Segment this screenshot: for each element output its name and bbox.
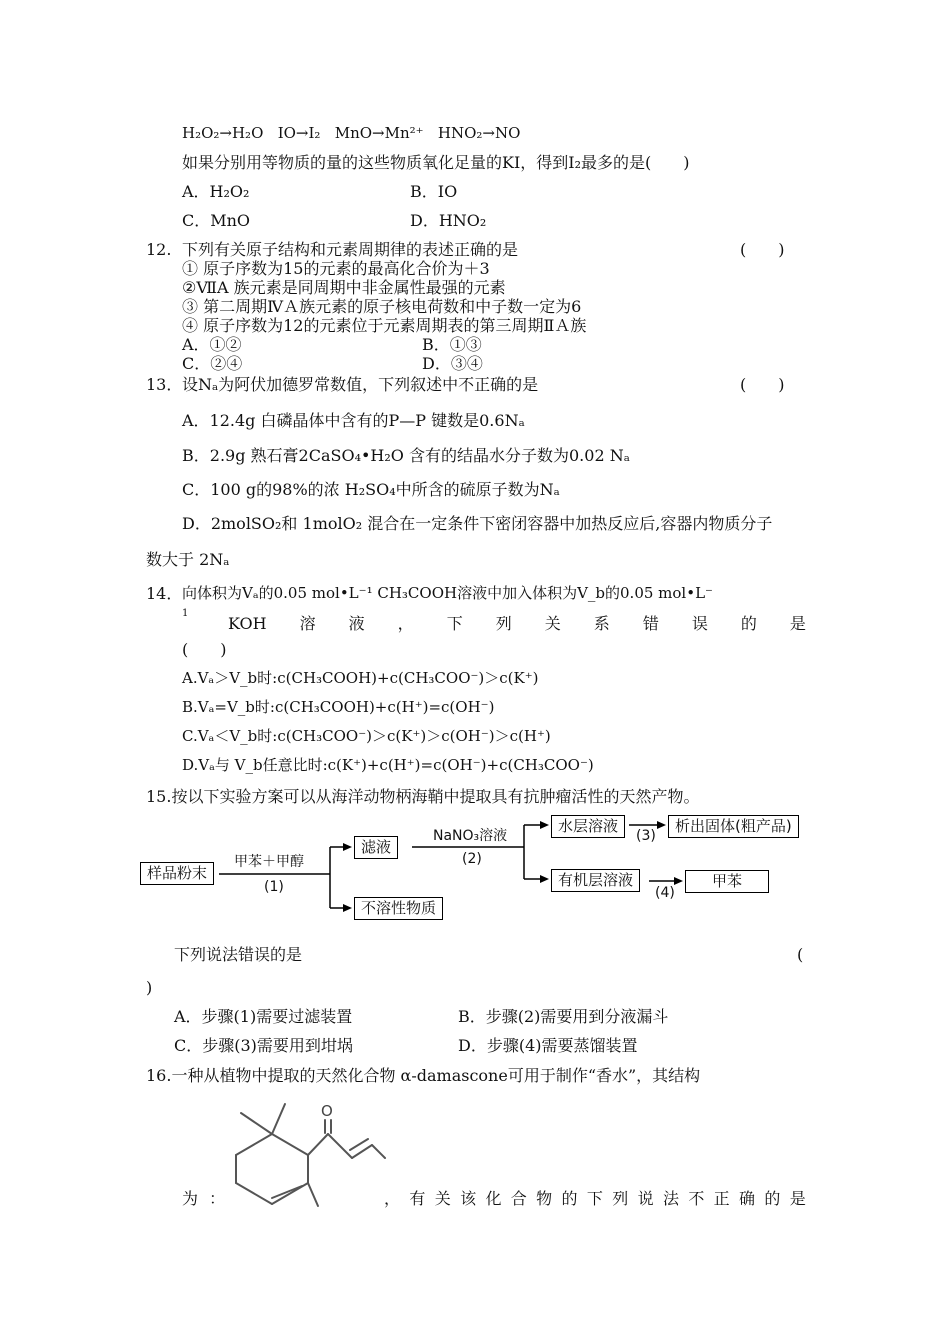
reaction-1: H₂O₂→H₂O xyxy=(182,124,264,142)
q13-number: 13． xyxy=(146,375,183,394)
q15-option-a: A．步骤(1)需要过滤装置 xyxy=(174,1007,353,1026)
q16-tail-17: 是 xyxy=(789,1189,806,1208)
q13-option-c: C．100 g的98%的浓 H₂SO₄中所含的硫原子数为Nₐ xyxy=(182,480,560,499)
flow-step2-label: NaNO₃溶液 xyxy=(433,828,508,844)
q11-option-d: D．HNO₂ xyxy=(410,211,487,230)
q15-paren-close: ) xyxy=(146,978,153,997)
q12-item-4: ④ 原子序数为12的元素位于元素周期表的第三周期ⅡＡ族 xyxy=(182,316,587,335)
q13-paren: ( ) xyxy=(740,375,785,394)
q13-option-d-cont: 数大于 2Nₐ xyxy=(146,550,230,569)
q14-word-9: 错 xyxy=(642,614,659,633)
q14-word-8: 系 xyxy=(593,614,610,633)
q13-option-b: B．2.9g 熟石膏2CaSO₄•H₂O 含有的结晶水分子数为0.02 Nₐ xyxy=(182,446,630,465)
q16-tail-4: 该 xyxy=(460,1189,477,1208)
q16-tail-15: 确 xyxy=(739,1189,756,1208)
flow-step1-num: (1) xyxy=(264,879,284,895)
flow-toluene-box: 甲苯 xyxy=(685,870,769,893)
flow-product-box: 析出固体(粗产品) xyxy=(668,815,799,838)
q14-option-d: D.Vₐ与 V_b任意比时:c(K⁺)+c(H⁺)=c(OH⁻)+c(CH₃COO⁻) xyxy=(182,756,594,774)
q11-option-c: C．MnO xyxy=(182,211,251,230)
q12-number: 12. xyxy=(146,240,172,259)
q14-word-12: 是 xyxy=(789,614,806,633)
q14-word-7: 关 xyxy=(544,614,561,633)
q12-option-c: C．②④ xyxy=(182,354,243,373)
q16-wei-colon: ： xyxy=(209,1189,226,1208)
q16-tail-2: 有 xyxy=(409,1189,426,1208)
q14-stem-line1: 向体积为Vₐ的0.05 mol•L⁻¹ CH₃COOH溶液中加入体积为V_b的0.05 mol•L⁻ xyxy=(182,584,713,602)
q12-paren: ( ) xyxy=(740,240,785,259)
flow-step4-num: (4) xyxy=(655,885,675,901)
q14-word-1: KOH xyxy=(228,614,267,633)
q12-stem: 下列有关原子结构和元素周期律的表述正确的是 xyxy=(182,240,519,259)
flow-step3-num: (3) xyxy=(636,828,656,844)
q16-tail-13: 不 xyxy=(688,1189,705,1208)
q15-question: 下列说法错误的是 xyxy=(174,945,303,964)
q16-wei xyxy=(182,1191,225,1207)
q13-option-a: A．12.4g 白磷晶体中含有的P—P 键数是0.6Nₐ xyxy=(182,411,525,430)
q16-tail-3: 关 xyxy=(434,1189,451,1208)
q16-tail-10: 列 xyxy=(612,1189,629,1208)
flow-insoluble-box: 不溶性物质 xyxy=(354,897,443,920)
q16-tail-7: 物 xyxy=(536,1189,553,1208)
q16-tail-14: 正 xyxy=(713,1189,730,1208)
q14-word-4: ， xyxy=(397,614,414,633)
flow-aqueous-box: 水层溶液 xyxy=(551,815,625,838)
q16-tail-12: 法 xyxy=(662,1189,679,1208)
q14-word-5: 下 xyxy=(446,614,463,633)
q12-item-2: ②ⅦA 族元素是同周期中非金属性最强的元素 xyxy=(182,278,506,297)
q16-stem: 16.一种从植物中提取的天然化合物 α-damascone可用于制作“香水”，其结构 xyxy=(146,1066,701,1085)
q14-word-2: 溶 xyxy=(299,614,316,633)
q11-option-a: A．H₂O₂ xyxy=(182,182,250,201)
q16-tail-16: 的 xyxy=(764,1189,781,1208)
q12-item-1: ① 原子序数为15的元素的最高化合价为＋3 xyxy=(182,259,490,278)
q11-question: 如果分别用等物质的量的这些物质氧化足量的KI，得到I₂最多的是( ) xyxy=(182,153,690,172)
q15-stem: 15.按以下实验方案可以从海洋动物柄海鞘中提取具有抗肿瘤活性的天然产物。 xyxy=(146,787,700,806)
q13-stem: 设Nₐ为阿伏加德罗常数值，下列叙述中不正确的是 xyxy=(182,375,539,394)
q14-option-c: C.Vₐ＜V_b时:c(CH₃COO⁻)＞c(K⁺)＞c(OH⁻)＞c(H⁺) xyxy=(182,727,551,745)
reaction-3: MnO→Mn²⁺ xyxy=(334,124,424,142)
q15-paren-open: ( xyxy=(797,945,804,964)
q13-option-d: D．2molSO₂和 1molO₂ 混合在一定条件下密闭容器中加热反应后,容器内物质分子 xyxy=(182,514,773,533)
q16-tail xyxy=(384,1191,806,1207)
q14-word-11: 的 xyxy=(740,614,757,633)
q16-tail-8: 的 xyxy=(561,1189,578,1208)
reaction-4: HNO₂→NO xyxy=(437,124,521,142)
flow-sample-box: 样品粉末 xyxy=(140,862,214,885)
q16-tail-5: 化 xyxy=(485,1189,502,1208)
q15-option-c: C．步骤(3)需要用到坩埚 xyxy=(174,1036,353,1055)
q14-stem-sup: 1 xyxy=(182,608,189,619)
q14-option-a: A.Vₐ＞V_b时:c(CH₃COOH)+c(CH₃COO⁻)＞c(K⁺) xyxy=(182,669,539,687)
q16-tail-1: ， xyxy=(384,1189,401,1208)
q16-tail-9: 下 xyxy=(586,1189,603,1208)
q11-option-b: B．IO xyxy=(410,182,458,201)
flow-step2-num: (2) xyxy=(462,851,482,867)
q16-tail-11: 说 xyxy=(637,1189,654,1208)
q14-word-6: 列 xyxy=(495,614,512,633)
reaction-2: IO→I₂ xyxy=(277,124,321,142)
q12-option-b: B．①③ xyxy=(422,335,482,354)
q14-option-b: B.Vₐ=V_b时:c(CH₃COOH)+c(H⁺)=c(OH⁻) xyxy=(182,698,495,716)
q12-option-a: A．①② xyxy=(182,335,242,354)
q12-item-3: ③ 第二周期ⅣＡ族元素的原子核电荷数和中子数一定为6 xyxy=(182,297,582,316)
flow-filtrate-box: 滤液 xyxy=(354,836,398,859)
q16-wei-char: 为 xyxy=(182,1189,199,1208)
q12-option-d: D．③④ xyxy=(422,354,483,373)
flow-step1-label: 甲苯＋甲醇 xyxy=(234,854,304,870)
carbonyl-oxygen-label: O xyxy=(321,1102,333,1120)
q15-option-d: D．步骤(4)需要蒸馏装置 xyxy=(458,1036,638,1055)
q14-word-3: 液 xyxy=(348,614,365,633)
q14-word-10: 误 xyxy=(691,614,708,633)
flow-organic-box: 有机层溶液 xyxy=(551,869,640,892)
q16-tail-6: 合 xyxy=(510,1189,527,1208)
q14-number: 14． xyxy=(146,584,183,603)
q15-option-b: B．步骤(2)需要用到分液漏斗 xyxy=(458,1007,669,1026)
q14-paren: ( ) xyxy=(182,640,227,659)
